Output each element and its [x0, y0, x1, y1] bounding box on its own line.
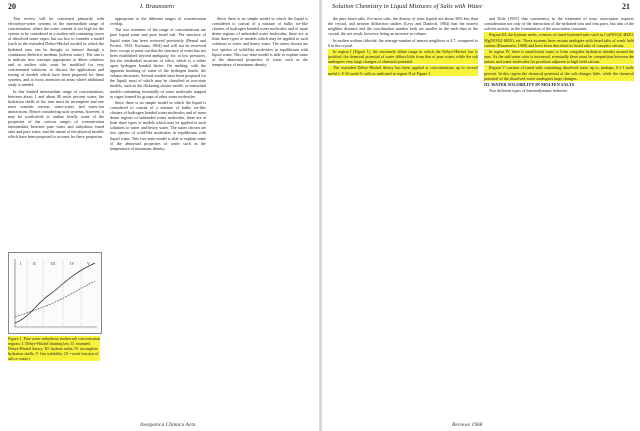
running-head: Solution Chemistry in Liquid Mixtures of Salts with Water	[332, 3, 483, 10]
paragraph: Two different types of thermodynamic behavior	[489, 88, 568, 94]
paragraph: the pure fused salts. For most salts, the density of ionic liquids are about 30% less than the crystal, and neutron diffraction studies (Levy and Danford, 1964) that the nearest neighbor distance and the coordination number both are smaller in the melt than in the crystal, the net result, however, being an increase in volume.	[328, 16, 478, 37]
running-head: I. Braunstein	[140, 3, 174, 10]
paragraph: Since there is no simple model in which the liquid is considered to consist of a mixture of bulky ice-like clusters of hydrogen bonded water molecules and of more dense regions of unbonded water molecules, there are at least three types of models which may be applied to such solutions to water and heavy water. The states chosen are two species of solid-like molecules in equilibrium with liquid water. This two-state model is able to explain some of the abnormal properties of water such as the temperature of maximum density.	[110, 99, 206, 151]
left-column-1	[8, 16, 104, 248]
page-number: 20	[8, 2, 16, 11]
highlighted-paragraph: In region I (Figure 1), the extremely dilute range in which the Debye-Hückel law is justified, the chemical potential of water differs little from that of pure water, while the salt undergoes very large changes of chemical potential.	[328, 48, 478, 65]
left-column-3	[212, 16, 308, 411]
highlighted-paragraph: Region III, the hydrate melts, consists of fused hydrated salts such as Ca(NO3)2·4H2O, Mg(NO3)2·6H2O, etc. These systems have certain analogies with fused salts of weak field cations (Braunstein, 1968) and have been described as fused salts of complex cations.	[484, 32, 634, 48]
section-heading: III. WATER SOLUBILITY IN MOLTEN SALTS	[484, 81, 575, 87]
right-column-1	[328, 16, 478, 411]
journal-footer: Reviews 1968	[452, 422, 483, 428]
svg-text:V: V	[87, 261, 90, 266]
figure-caption: Figure 1. Pure water-anhydrous molten salt concentration regions: I. Debye-Hückel limiting law; II. extended Debye-Hückel theory; III. hydrate melts; IV. incomplete hydration shells; V. Gas solubility. (X = mole fraction of salt or water.)	[8, 336, 101, 361]
svg-text:II: II	[33, 261, 36, 266]
paragraph: In molten sodium chloride, the average number of nearest neighbors is 4.7, compared to 6 in the crystal.	[328, 37, 478, 48]
left-column-2	[110, 16, 206, 411]
svg-text:IV: IV	[70, 261, 75, 266]
right-page	[322, 0, 640, 431]
journal-footer: Inorganica Chimica Acta	[140, 422, 196, 428]
highlighted-paragraph: The extended Debye-Hückel theory has been applied at concentrations up to several molal (~5-10 mole % salt) as indicated in region II of Figure 1.	[328, 65, 478, 76]
paragraph: This review will be concerned primarily with electrolyte-water systems in the intermediate range of concentration, where the water content is too high for the system to be considered as a molten salt containing traces of dissolved water vapor, but too low to consider a model (such as the extended Debye-Hückel model) in which the hydrated ions can be thought to interact through a continuous dielectric medium (solvent water). The aim is to indicate how concepts appropriate to dilute solutions and to molten salts must be modified for very concentrated solutions, to discuss the application and testing of models which have been proposed for these systems, and to focus attention on areas where additional study is needed.	[8, 16, 104, 88]
svg-text:III: III	[51, 261, 55, 266]
page-number: 21	[622, 2, 630, 11]
figure-1	[8, 252, 102, 334]
right-column-2	[484, 16, 634, 411]
paragraph: and Dole (1967) that consistency in the treatment of ionic association requires consideration not only of the interaction of the hydrated ions and ions pairs, but also of the solvent activity, in the formulation of the association constants.	[484, 16, 634, 32]
paragraph: The two extremes of the range of concentrations are pure liquid water and pure fused salt. The structure of liquid water has been reviewed previously (Bernal and Fowler, 1933; Kavanau, 1964) and will not be reviewed here, except to point out that the structure of water has not been established beyond ambiguity, for, at low pressures, has the tetrahedral structure of silica, which is a rather open hydrogen bonded lattice. On melting, with the apparent breaking of some of the hydrogen bonds, the volume decreases. Several models have been proposed for the liquid, most of which may be classified as two-state models, such as the flickering cluster model, or interstitial models containing essentially of water molecules trapped in cages formed by groups of other water molecules.	[110, 27, 206, 99]
paragraph: appropriate to the different ranges of concentration overlap.	[110, 16, 206, 27]
highlighted-paragraph: Region V consists of fused salts containing dissolved water up to, perhaps, 0.1-1 mole percent. In this region the chemical potential of the salt changes little, while the chemical potential of the dissolved water undergoes large changes.	[484, 65, 634, 81]
paragraph: In this limited intermediate range of concentrations, between about 1 and about 80 mole percent water, the hydration shells of the ions must be incomplete and one must consider ion-ion, water-water, and water-ion interactions. Before considering such systems, however, it may be worthwhile to outline briefly some of the properties of the various ranges of concentration intermediate between pure water and anhydrous fused salts and pure water, and the nature of the physical models which have been proposed to account for these properties.	[8, 88, 104, 140]
highlighted-paragraph: In region IV, there is insufficient water to form complete hydration sheaths around the ions. As the salt/water ratio is increased, eventually there must be competition between the anions and water molecules for positions adjacent to high field cations.	[484, 48, 634, 65]
figure-graphic	[9, 253, 101, 333]
svg-text:I: I	[20, 261, 22, 266]
paragraph: Since there is no simple model in which the liquid is considered to consist of a mixture of bulky ice-like clusters of hydrogen bonded water molecules and of more dense regions of unbonded water molecules, there are at least three types of models which may be applied to such solutions to water and heavy water. The states chosen are two species of solid-like molecules in equilibrium with liquid water. This two-state model is able to explain some of the abnormal properties of water such as the temperature of maximum density.	[212, 16, 308, 67]
